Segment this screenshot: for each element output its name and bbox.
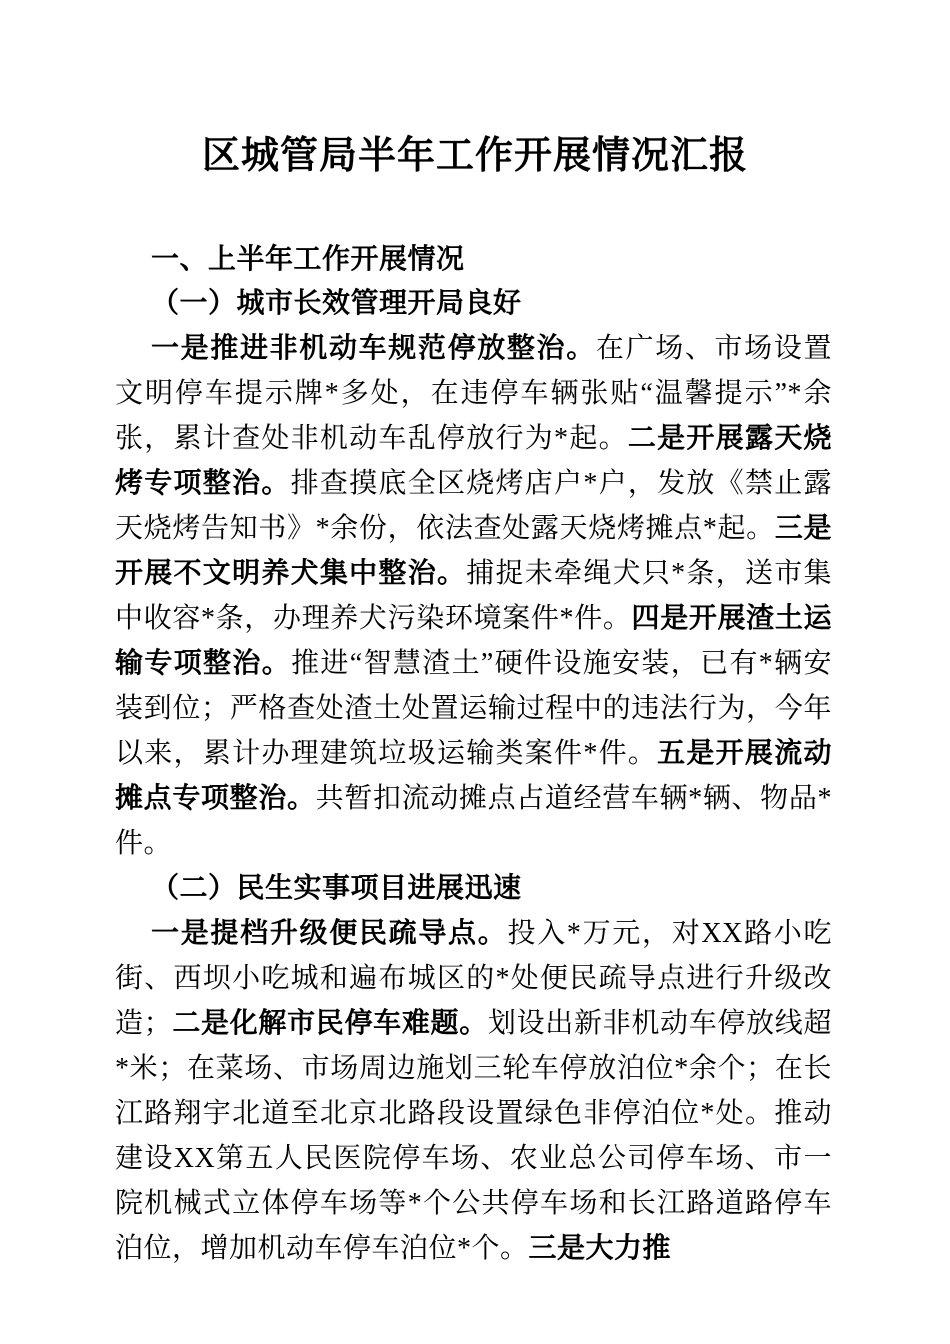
subsection-heading: （一）城市长效管理开局良好 [151,288,522,319]
subsection-heading: （二）民生实事项目进展迅速 [151,873,522,904]
emphasis-text-run: 三是开展不文明养犬集中整治。 [115,513,832,589]
document-title: 区城管局半年工作开展情况汇报 [201,135,748,177]
emphasis-text-run: 五是开展流动摊点专项整治。 [115,738,832,814]
text-run: 投入*万元，对XX路小吃街、西坝小吃城和遍布城区的*处便民疏导点进行升级改造； [115,918,832,1039]
paragraph [115,911,832,1271]
section-heading: 一、上半年工作开展情况 [151,243,465,274]
text-run: 排查摸底全区烧烤店户*户，发放《禁止露天烧烤告知书》*余份，依法查处露天烧烤摊点*起。 [115,468,832,544]
text-run: 划设出新非机动车停放线超*米；在菜场、市场周边施划三轮车停放泊位*余个；在长江路翔宇北道至北京北路段设置绿色非停泊位*处。推动建设XX第五人民医院停车场、农业总公司停车场、市一院机械式立体停车场等*个公共停车场和长江路道路停车泊位，增加机动车停车泊位*个。 [115,1008,832,1264]
emphasis-text-run: 三是大力推 [528,1233,672,1264]
emphasis-text-run: 一是提档升级便民疏导点。 [151,918,508,949]
text-run: 推进“智慧渣土”硬件设施安装，已有*辆安装到位；严格查处渣土处置运输过程中的违法行为，今年以来，累计办理建筑垃圾运输类案件*件。 [115,648,832,769]
text-run: 在广场、市场设置文明停车提示牌*多处，在违停车辆张贴“温馨提示”*余张，累计查处非机动车乱停放行为*起。 [115,333,832,454]
emphasis-text-run: 四是开展渣土运输专项整治。 [115,603,832,679]
text-run: 捕捉未牵绳犬只*条，送市集中收容*条，办理养犬污染环境案件*件。 [115,558,832,634]
emphasis-text-run: 一是推进非机动车规范停放整治。 [151,333,596,364]
document-body [115,236,832,1271]
paragraph [115,326,832,866]
emphasis-text-run: 二是化解市民停车难题。 [172,1008,488,1039]
text-run: 共暂扣流动摊点占道经营车辆*辆、物品*件。 [115,783,832,859]
emphasis-text-run: 二是开展露天烧烤专项整治。 [115,423,832,499]
